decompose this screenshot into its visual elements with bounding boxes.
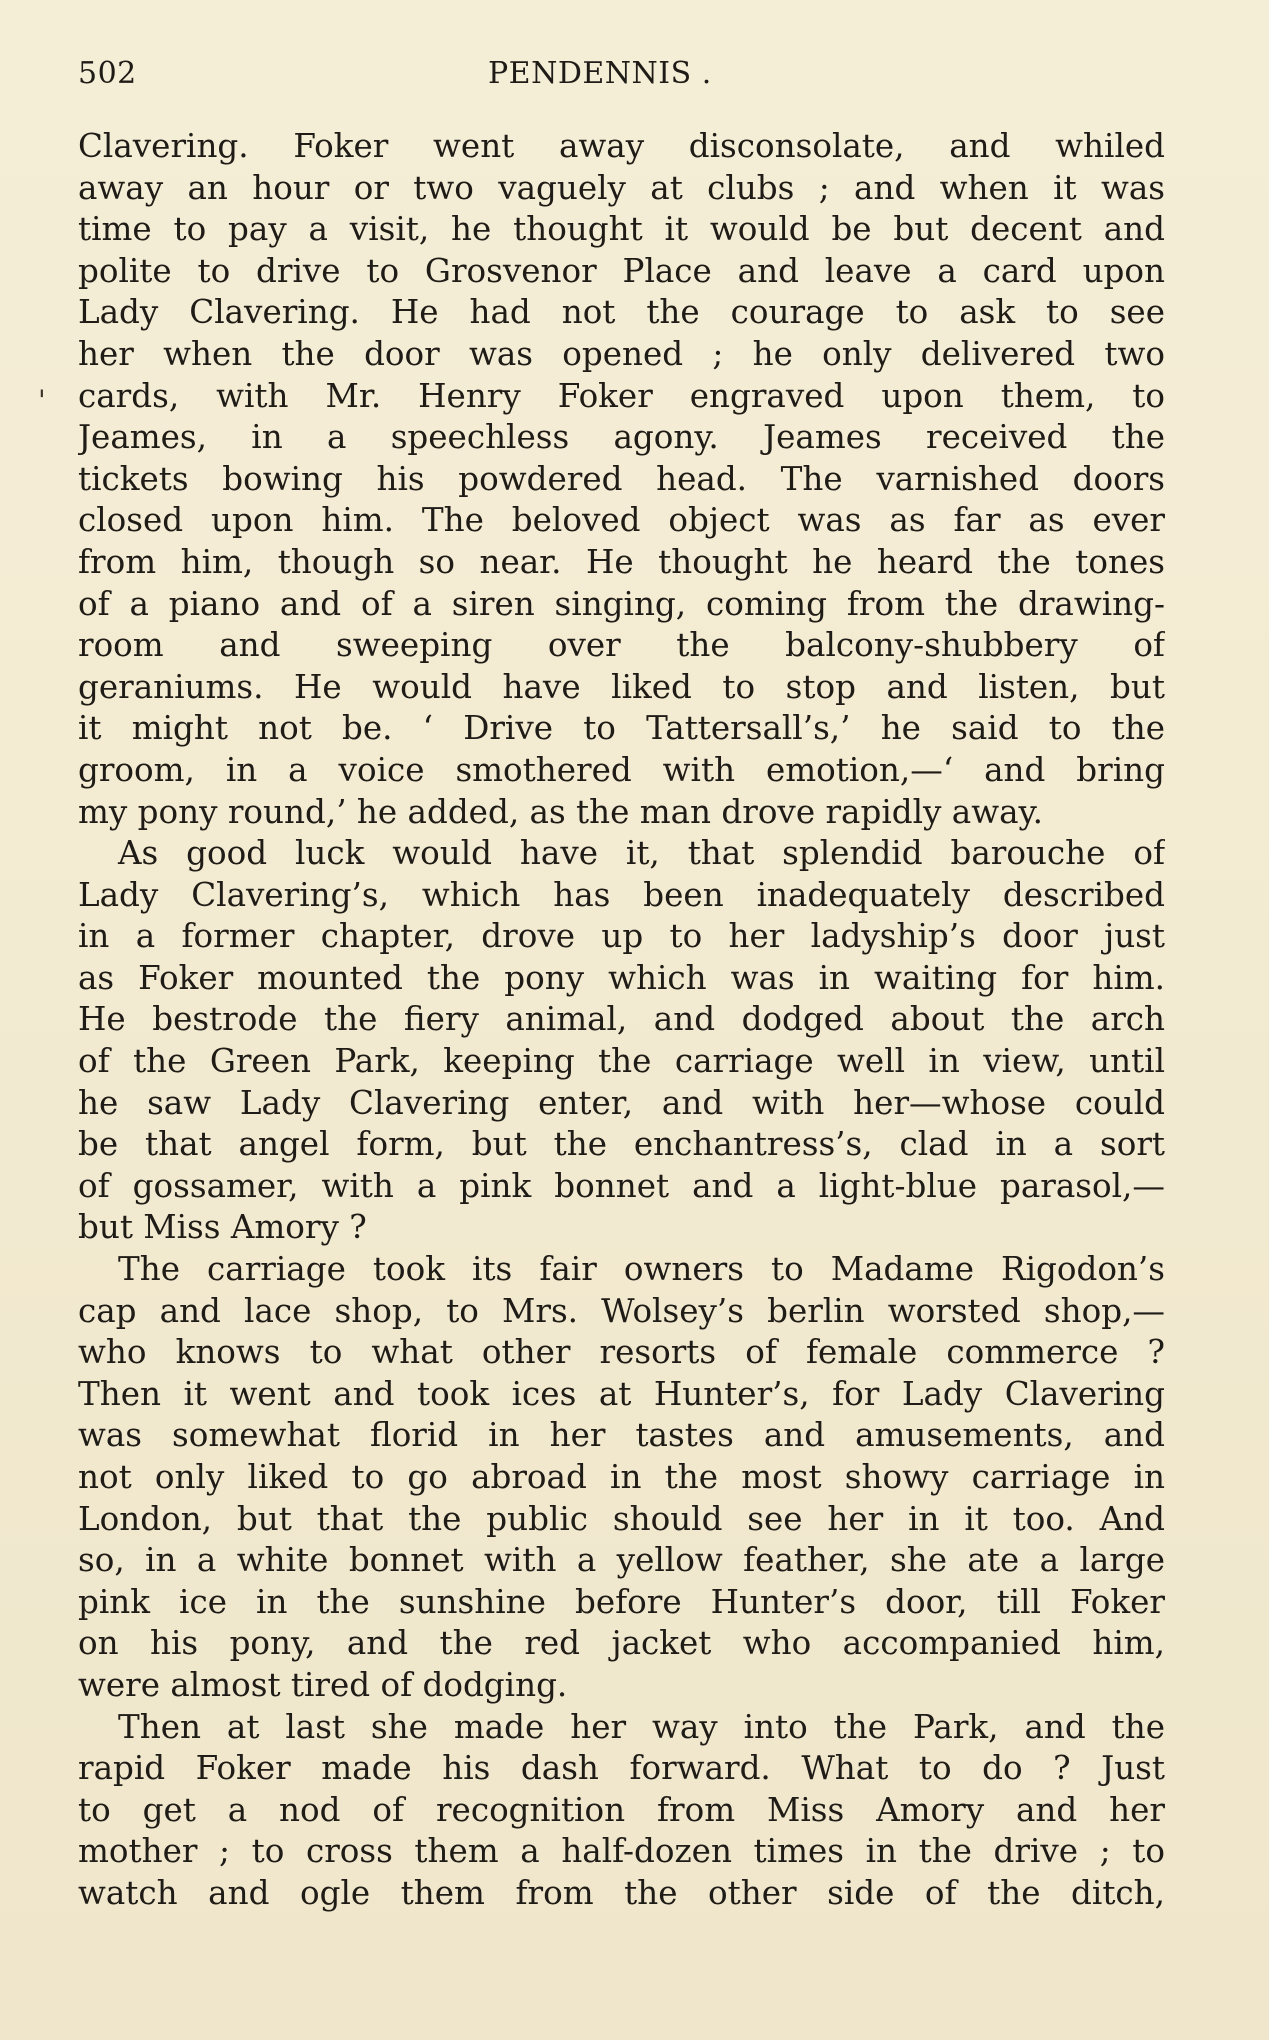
text-line: tickets bowing his powdered head. The varnished doors: [78, 459, 1165, 498]
running-title: PENDENNIS .: [488, 56, 712, 91]
text-line: mother ; to cross them a half-dozen times in the drive ; to: [78, 1832, 1165, 1871]
text-line: closed upon him. The beloved object was as far as ever: [78, 501, 1165, 540]
text-line: in a former chapter, drove up to her ladyship’s door just: [78, 917, 1165, 956]
text-line: cap and lace shop, to Mrs. Wolsey’s berlin worsted shop,—: [78, 1291, 1165, 1330]
text-line: to get a nod of recognition from Miss Amory and her: [78, 1790, 1165, 1829]
text-line: Then it went and took ices at Hunter’s, for Lady Clavering: [78, 1374, 1165, 1413]
text-line: who knows to what other resorts of female commerce ?: [78, 1333, 1165, 1372]
text-line: her when the door was opened ; he only delivered two: [78, 334, 1165, 373]
text-line: As good luck would have it, that splendid barouche of: [118, 834, 1165, 873]
text-line: on his pony, and the red jacket who accompanied him,: [78, 1624, 1165, 1663]
running-head: [78, 52, 1165, 96]
text-line: rapid Foker made his dash forward. What to do ? Just: [78, 1749, 1165, 1788]
text-line: Clavering. Foker went away disconsolate, and whiled: [78, 127, 1165, 165]
text-line: of the Green Park, keeping the carriage well in view, until: [78, 1042, 1165, 1081]
text-line: The carriage took its fair owners to Madame Rigodon’s: [118, 1250, 1165, 1289]
page-number: 502: [78, 56, 137, 91]
text-line: it might not be. ‘ Drive to Tattersall’s,’ he said to the: [78, 709, 1165, 748]
text-line: room and sweeping over the balcony-shubbery of: [78, 626, 1165, 665]
text-line: geraniums. He would have liked to stop and listen, but: [78, 667, 1165, 706]
text-line: so, in a white bonnet with a yellow feather, she ate a large: [78, 1541, 1165, 1580]
text-line: Then at last she made her way into the Park, and the: [118, 1707, 1165, 1746]
text-line: He bestrode the fiery animal, and dodged about the arch: [78, 1000, 1165, 1039]
margin-mark: ': [38, 384, 46, 417]
text-line: but Miss Amory ?: [78, 1208, 367, 1247]
text-line: London, but that the public should see her in it too. And: [78, 1499, 1165, 1538]
text-line: cards, with Mr. Henry Foker engraved upon them, to: [78, 376, 1165, 415]
text-line: not only liked to go abroad in the most showy carriage in: [78, 1458, 1165, 1496]
text-line: pink ice in the sunshine before Hunter’s door, till Foker: [78, 1582, 1165, 1621]
text-line: Lady Clavering. He had not the courage to ask to see: [78, 293, 1165, 332]
text-line: away an hour or two vaguely at clubs ; and when it was: [78, 168, 1165, 207]
text-line: of a piano and of a siren singing, coming from the drawing-: [78, 584, 1165, 623]
text-line: my pony round,’ he added, as the man drove rapidly away.: [78, 792, 1043, 831]
text-line: of gossamer, with a pink bonnet and a light-blue parasol,—: [78, 1166, 1165, 1205]
text-line: Jeames, in a speechless agony. Jeames received the: [78, 418, 1165, 457]
text-line: from him, though so near. He thought he heard the tones: [78, 542, 1165, 581]
text-line: was somewhat florid in her tastes and amusements, and: [78, 1416, 1165, 1455]
text-line: Lady Clavering’s, which has been inadequately described: [78, 875, 1165, 914]
text-line: be that angel form, but the enchantress’s, clad in a sort: [78, 1125, 1165, 1164]
body-text: [78, 126, 1165, 1915]
text-line: polite to drive to Grosvenor Place and leave a card upon: [78, 251, 1165, 290]
text-line: time to pay a visit, he thought it would be but decent and: [78, 210, 1165, 249]
text-line: groom, in a voice smothered with emotion,—‘ and bring: [78, 750, 1165, 789]
text-line: were almost tired of dodging.: [78, 1665, 568, 1704]
text-line: watch and ogle them from the other side of the ditch,: [78, 1873, 1165, 1912]
text-line: he saw Lady Clavering enter, and with her—whose could: [78, 1083, 1165, 1122]
text-line: as Foker mounted the pony which was in waiting for him.: [78, 958, 1165, 997]
